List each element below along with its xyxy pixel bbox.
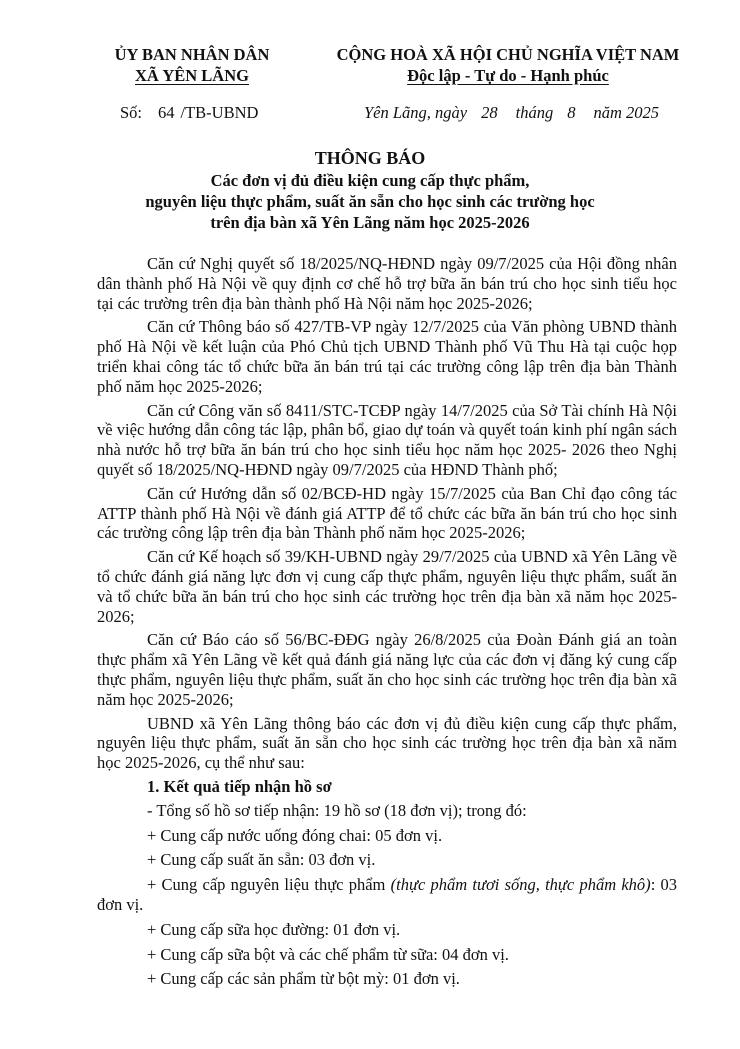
so-number: 64 [158,103,175,122]
document-number [120,103,258,123]
list-item [97,875,677,915]
date-month: 8 [567,103,576,122]
motto-line-1: CỘNG HOÀ XÃ HỘI CHỦ NGHĨA VIỆT NAM [336,45,680,64]
basis-paragraph-2: Căn cứ Thông báo số 427/TB-VP ngày 12/7/2025 của Văn phòng UBND thành phố Hà Nội về kết luận của Phó Chủ tịch UBND Thành phố Vũ Thu Hà tại cuộc họp triển khai công tác tổ chức bữa ăn bán trú tại các trường công lập trên địa bàn Thành phố năm học 2025-2026; [97,317,677,396]
place-day-label: Yên Lãng, ngày [364,103,468,122]
document-body [97,254,677,994]
authority-line-1: ỦY BAN NHÂN DÂN [114,45,270,64]
date-day: 28 [481,103,498,122]
year-text: năm 2025 [593,103,660,122]
total-applications: - Tổng số hồ sơ tiếp nhận: 19 hồ sơ (18 đơn vị); trong đó: [147,800,527,820]
title-main: THÔNG BÁO [314,148,426,168]
list-item: + Cung cấp sữa bột và các chế phẩm từ sữa: 04 đơn vị. [147,944,509,964]
title-sub-3: trên địa bàn xã Yên Lãng năm học 2025-2026 [210,213,530,232]
issuing-authority [92,44,292,86]
month-label: tháng [515,103,554,122]
section-heading-1: 1. Kết quả tiếp nhận hồ sơ [147,776,332,796]
national-motto [318,44,698,86]
basis-paragraph-6: Căn cứ Báo cáo số 56/BC-ĐĐG ngày 26/8/2025 của Đoàn Đánh giá an toàn thực phẩm xã Yên Lãng về kết quả đánh giá năng lực của các đơn vị đăng ký cung cấp thực phẩm, nguyên liệu thực phẩm, suất ăn cho học sinh các trường học trên địa bàn xã năm học 2025-2026; [97,630,677,709]
authority-line-2: XÃ YÊN LÃNG [135,66,249,85]
so-suffix: /TB-UBND [180,103,259,122]
list-item: + Cung cấp suất ăn sẵn: 03 đơn vị. [147,850,376,870]
list-item: + Cung cấp sữa học đường: 01 đơn vị. [147,919,401,939]
basis-paragraph-4: Căn cứ Hướng dẫn số 02/BCĐ-HD ngày 15/7/2025 của Ban Chỉ đạo công tác ATTP thành phố Hà Nội về đánh giá ATTP để tổ chức các bữa ăn bán trú cho học sinh các trường công lập trên địa bàn Thành phố năm học 2025-2026; [97,483,677,543]
announcement-paragraph: UBND xã Yên Lãng thông báo các đơn vị đủ điều kiện cung cấp thực phẩm, nguyên liệu thực phẩm, suất ăn sẵn cho học sinh các trường học trên địa bàn xã năm học 2025-2026, cụ thể như sau: [97,713,677,773]
title-sub-2: nguyên liệu thực phẩm, suất ăn sẵn cho học sinh các trường học [145,192,595,211]
basis-paragraph-5: Căn cứ Kế hoạch số 39/KH-UBND ngày 29/7/2025 của UBND xã Yên Lãng về tổ chức đánh giá năng lực đơn vị cung cấp thực phẩm, nguyên liệu thực phẩm, suất ăn và tổ chức bữa ăn bán trú cho học sinh các trường học trên địa bàn xã năm học 2025-2026; [97,547,677,626]
list-item: + Cung cấp các sản phẩm từ bột mỳ: 01 đơn vị. [147,969,460,989]
motto-line-2: Độc lập - Tự do - Hạnh phúc [407,66,609,85]
document-title [80,148,660,233]
issue-date [364,103,659,123]
item3-count: : 03 đơn vị. [97,875,677,914]
so-label: Số: [120,103,143,122]
basis-paragraph-3: Căn cứ Công văn số 8411/STC-TCĐP ngày 14/7/2025 của Sở Tài chính Hà Nội về việc hướng dẫn công tác lập, phân bổ, giao dự toán và quyết toán kinh phí ngân sách nhà nước hỗ trợ bữa ăn bán trú cho học sinh tiểu học năm học 2025- 2026 theo Nghị quyết số 18/2025/NQ-HĐND ngày 09/7/2025 của HĐND Thành phố; [97,400,677,479]
item3-text: + Cung cấp nguyên liệu thực phẩm [147,875,391,895]
basis-paragraph-1: Căn cứ Nghị quyết số 18/2025/NQ-HĐND ngày 09/7/2025 của Hội đồng nhân dân thành phố Hà Nội về quy định cơ chế hỗ trợ bữa ăn bán trú cho học sinh tiểu học tại các trường trên địa bàn thành phố Hà Nội năm học 2025-2026; [97,254,677,313]
item3-italic-note: (thực phẩm tươi sống, thực phẩm khô) [390,875,651,895]
list-item: + Cung cấp nước uống đóng chai: 05 đơn vị. [147,825,443,845]
title-sub-1: Các đơn vị đủ điều kiện cung cấp thực phẩm, [210,171,530,190]
